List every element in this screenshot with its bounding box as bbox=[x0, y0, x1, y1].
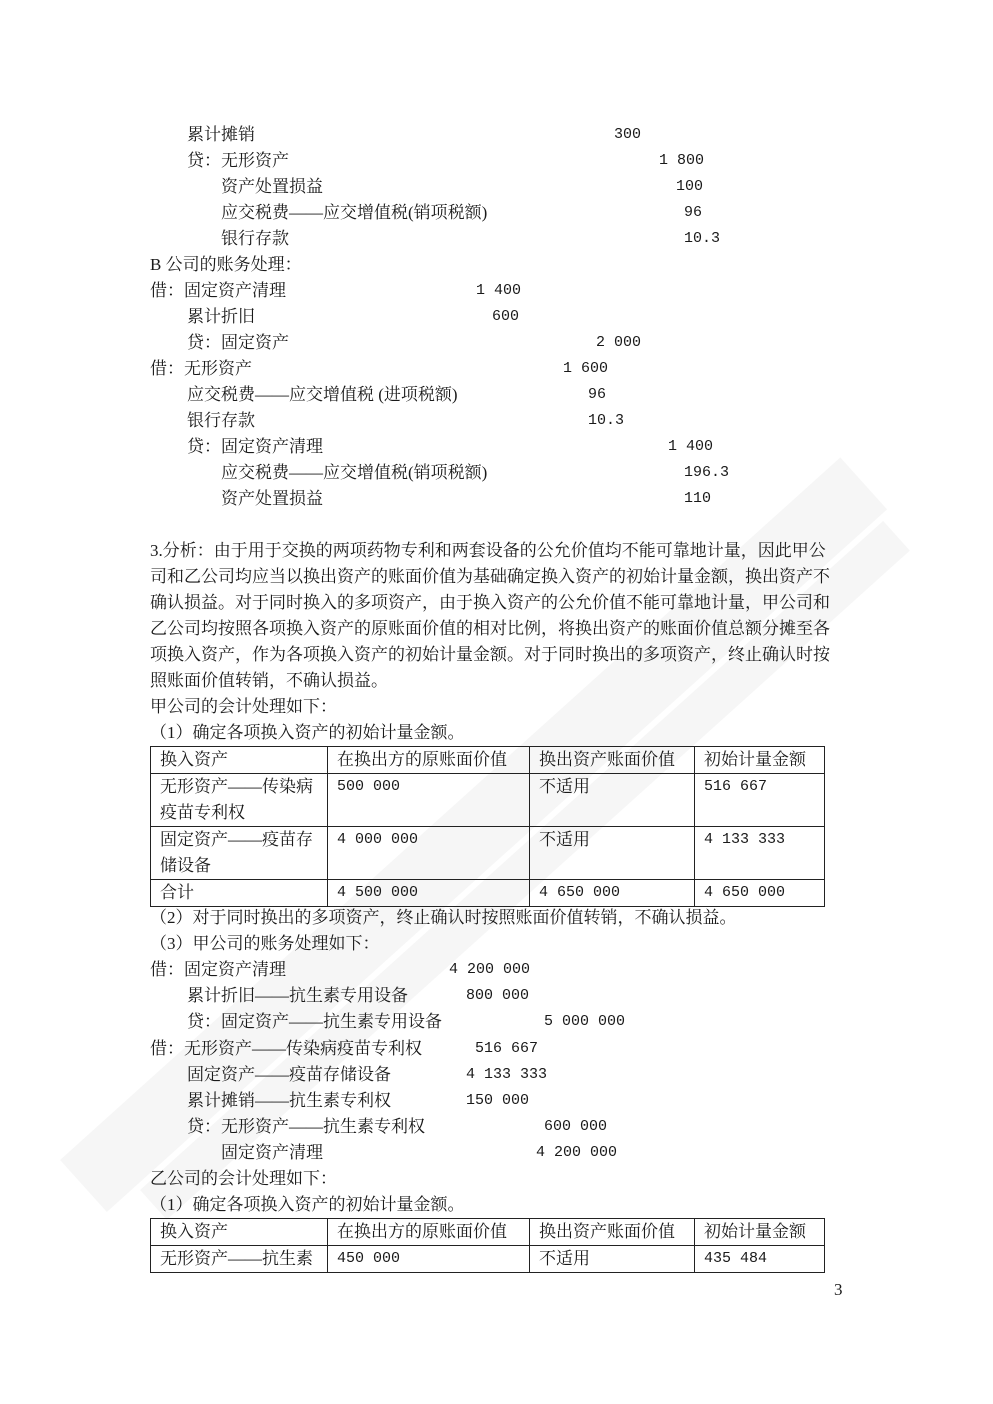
table-cell: 4 000 000 bbox=[328, 827, 530, 880]
yi-initial-amount-table bbox=[150, 1218, 825, 1273]
entry-label: 固定资产清理 bbox=[221, 1143, 323, 1162]
step-text: （1）确定各项换入资产的初始计量金额。 bbox=[150, 1195, 465, 1214]
entry-label: 贷：无形资产——抗生素专利权 bbox=[187, 1117, 425, 1136]
entry-amount: 4 133 333 bbox=[466, 1066, 548, 1083]
entry-label: 贷：无形资产 bbox=[187, 151, 289, 170]
paragraph-line: 乙公司均按照各项换入资产的原账面价值的相对比例，将换出资产的账面价值总额分摊至各 bbox=[150, 619, 830, 638]
table-header-cell: 换出资产账面价值 bbox=[530, 1219, 695, 1246]
cell-text: 固定资产——疫苗存储设备 bbox=[160, 830, 313, 875]
paragraph-line: 项换入资产，作为各项换入资产的初始计量金额。对于同时换出的多项资产，终止确认时按 bbox=[150, 645, 830, 664]
entry-amount: 1 800 bbox=[659, 152, 705, 169]
table-cell: 合计 bbox=[151, 880, 328, 907]
table-header-row bbox=[151, 1219, 825, 1246]
table-header-row bbox=[151, 747, 825, 774]
cell-text: 无形资产——传染病疫苗专利权 bbox=[160, 777, 313, 822]
entry-label: 借：无形资产 bbox=[150, 359, 252, 378]
entry-amount: 5 000 000 bbox=[544, 1013, 626, 1030]
entry-label: 应交税费——应交增值税(销项税额) bbox=[221, 463, 488, 482]
entry-amount: 4 200 000 bbox=[536, 1144, 618, 1161]
section-heading: 甲公司的会计处理如下： bbox=[150, 697, 337, 716]
entry-amount: 100 bbox=[676, 178, 704, 195]
section-heading: B 公司的账务处理： bbox=[150, 255, 302, 274]
entry-label: 累计折旧——抗生素专用设备 bbox=[187, 986, 408, 1005]
table-cell: 不适用 bbox=[530, 1246, 695, 1273]
table-row bbox=[151, 880, 825, 907]
table-cell bbox=[151, 774, 328, 827]
entry-label: 贷：固定资产 bbox=[187, 333, 289, 352]
entry-amount: 600 000 bbox=[544, 1118, 608, 1135]
entry-label: 银行存款 bbox=[187, 411, 255, 430]
entry-amount: 196.3 bbox=[684, 464, 730, 481]
entry-amount: 600 bbox=[492, 308, 520, 325]
entry-label: 借：固定资产清理 bbox=[150, 281, 286, 300]
table-cell: 不适用 bbox=[530, 774, 695, 827]
table-cell bbox=[151, 827, 328, 880]
entry-amount: 800 000 bbox=[466, 987, 530, 1004]
entry-amount: 300 bbox=[614, 126, 642, 143]
paragraph-line: 3.分析：由于用于交换的两项药物专利和两套设备的公允价值均不能可靠地计量，因此甲公 bbox=[150, 541, 826, 560]
table-header-cell: 初始计量金额 bbox=[695, 747, 825, 774]
entry-label: 借：固定资产清理 bbox=[150, 960, 286, 979]
entry-amount: 1 400 bbox=[476, 282, 522, 299]
entry-amount: 150 000 bbox=[466, 1092, 530, 1109]
entry-label: 应交税费——应交增值税 (进项税额) bbox=[187, 385, 458, 404]
entry-label: 累计折旧 bbox=[187, 307, 255, 326]
entry-label: 应交税费——应交增值税(销项税额) bbox=[221, 203, 488, 222]
entry-label: 贷：固定资产清理 bbox=[187, 437, 323, 456]
table-cell: 4 133 333 bbox=[695, 827, 825, 880]
entry-amount: 96 bbox=[684, 204, 703, 221]
entry-label: 贷：固定资产——抗生素专用设备 bbox=[187, 1012, 442, 1031]
step-text: （3）甲公司的账务处理如下： bbox=[150, 934, 380, 953]
cell-text: 无形资产——抗生素 bbox=[160, 1249, 313, 1268]
entry-label: 累计摊销——抗生素专利权 bbox=[187, 1091, 391, 1110]
entry-label: 资产处置损益 bbox=[221, 489, 323, 508]
entry-amount: 10.3 bbox=[684, 230, 721, 247]
entry-label: 累计摊销 bbox=[187, 125, 255, 144]
table-cell: 435 484 bbox=[695, 1246, 825, 1273]
table-cell: 450 000 bbox=[328, 1246, 530, 1273]
entry-label: 资产处置损益 bbox=[221, 177, 323, 196]
entry-amount: 10.3 bbox=[588, 412, 625, 429]
table-row bbox=[151, 827, 825, 880]
table-cell: 4 650 000 bbox=[695, 880, 825, 907]
table-header-cell: 在换出方的原账面价值 bbox=[328, 747, 530, 774]
table-cell: 500 000 bbox=[328, 774, 530, 827]
table-cell: 4 500 000 bbox=[328, 880, 530, 907]
entry-amount: 1 400 bbox=[668, 438, 714, 455]
table-header-cell: 换出资产账面价值 bbox=[530, 747, 695, 774]
entry-amount: 1 600 bbox=[563, 360, 609, 377]
entry-label: 借：无形资产——传染病疫苗专利权 bbox=[150, 1039, 422, 1058]
step-text: （2）对于同时换出的多项资产，终止确认时按照账面价值转销，不确认损益。 bbox=[150, 908, 737, 927]
table-header-cell: 初始计量金额 bbox=[695, 1219, 825, 1246]
table-header-cell: 换入资产 bbox=[151, 747, 328, 774]
step-text: （1）确定各项换入资产的初始计量金额。 bbox=[150, 723, 465, 742]
table-header-cell: 在换出方的原账面价值 bbox=[328, 1219, 530, 1246]
table-header-cell: 换入资产 bbox=[151, 1219, 328, 1246]
paragraph-line: 确认损益。对于同时换入的多项资产，由于换入资产的公允价值不能可靠地计量，甲公司和 bbox=[150, 593, 830, 612]
paragraph-line: 照账面价值转销，不确认损益。 bbox=[150, 671, 388, 690]
table-row bbox=[151, 1246, 825, 1273]
table-row bbox=[151, 774, 825, 827]
entry-amount: 96 bbox=[588, 386, 607, 403]
section-heading: 乙公司的会计处理如下： bbox=[150, 1169, 337, 1188]
entry-label: 固定资产——疫苗存储设备 bbox=[187, 1065, 391, 1084]
jia-initial-amount-table bbox=[150, 746, 825, 907]
table-cell bbox=[151, 1246, 328, 1273]
paragraph-line: 司和乙公司均应当以换出资产的账面价值为基础确定换入资产的初始计量金额，换出资产不 bbox=[150, 567, 830, 586]
table-cell: 516 667 bbox=[695, 774, 825, 827]
entry-amount: 4 200 000 bbox=[449, 961, 531, 978]
entry-amount: 110 bbox=[684, 490, 712, 507]
entry-label: 银行存款 bbox=[221, 229, 289, 248]
entry-amount: 2 000 bbox=[596, 334, 642, 351]
table-cell: 4 650 000 bbox=[530, 880, 695, 907]
table-cell: 不适用 bbox=[530, 827, 695, 880]
page-number: 3 bbox=[834, 1280, 843, 1299]
entry-amount: 516 667 bbox=[475, 1040, 539, 1057]
